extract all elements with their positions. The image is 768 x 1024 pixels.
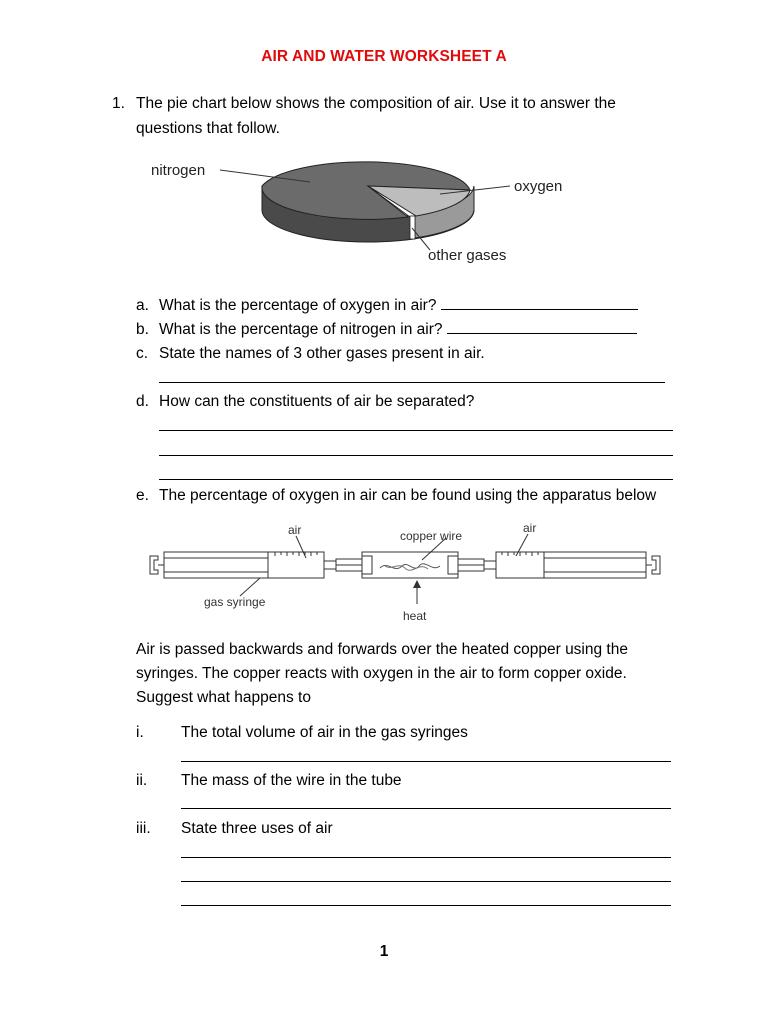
question-c-text: State the names of 3 other gases present in air. bbox=[159, 345, 485, 362]
paragraph-line2: syringes. The copper reacts with oxygen in the air to form copper oxide. bbox=[136, 665, 627, 682]
question-c-letter: c. bbox=[136, 345, 149, 362]
copper-wire bbox=[380, 564, 440, 569]
copper-tube bbox=[362, 552, 458, 578]
pie-side-other-gases bbox=[410, 216, 415, 239]
answer-blank-a[interactable] bbox=[441, 294, 638, 310]
question-text-line2: questions that follow. bbox=[136, 120, 280, 137]
answer-line-ii[interactable] bbox=[181, 808, 671, 809]
answer-line-c[interactable] bbox=[159, 382, 665, 383]
label-air-right: air bbox=[523, 521, 537, 535]
question-number: 1. bbox=[112, 95, 125, 112]
question-a bbox=[159, 294, 638, 318]
question-d-text: How can the constituents of air be separated? bbox=[159, 393, 475, 410]
label-copper-wire: copper wire bbox=[400, 529, 463, 543]
answer-blank-b[interactable] bbox=[447, 318, 637, 334]
subquestion-iii-numeral: iii. bbox=[136, 820, 151, 837]
question-e-letter: e. bbox=[136, 487, 149, 504]
worksheet-title: AIR AND WATER WORKSHEET A bbox=[261, 48, 507, 65]
answer-line-i[interactable] bbox=[181, 761, 671, 762]
label-air-left: air bbox=[288, 523, 302, 537]
answer-line-d-3[interactable] bbox=[159, 479, 673, 480]
answer-line-d-1[interactable] bbox=[159, 430, 673, 431]
question-text-line1: The pie chart below shows the composition of air. Use it to answer the bbox=[136, 95, 616, 112]
subquestion-ii-numeral: ii. bbox=[136, 772, 148, 789]
question-b-text: What is the percentage of nitrogen in air? bbox=[159, 321, 443, 338]
air-composition-pie-diagram bbox=[140, 150, 600, 275]
subquestion-i-text: The total volume of air in the gas syringes bbox=[181, 724, 468, 741]
question-a-letter: a. bbox=[136, 297, 149, 314]
left-syringe-barrel bbox=[164, 552, 324, 578]
label-gas-syringe: gas syringe bbox=[204, 595, 266, 609]
label-nitrogen: nitrogen bbox=[151, 162, 206, 179]
answer-line-iii-1[interactable] bbox=[181, 857, 671, 858]
answer-line-iii-2[interactable] bbox=[181, 881, 671, 882]
subquestion-iii-text: State three uses of air bbox=[181, 820, 333, 837]
apparatus-diagram bbox=[140, 518, 670, 628]
paragraph-line1: Air is passed backwards and forwards over the heated copper using the bbox=[136, 641, 628, 658]
label-heat: heat bbox=[403, 609, 427, 623]
left-plunger-end bbox=[150, 556, 158, 574]
right-plunger-end bbox=[652, 556, 660, 574]
label-other-gases: other gases bbox=[428, 247, 507, 264]
question-a-text: What is the percentage of oxygen in air? bbox=[159, 297, 437, 314]
right-syringe-barrel bbox=[496, 552, 646, 578]
answer-line-iii-3[interactable] bbox=[181, 905, 671, 906]
answer-line-d-2[interactable] bbox=[159, 455, 673, 456]
question-e-text: The percentage of oxygen in air can be found using the apparatus below bbox=[159, 487, 657, 504]
subquestion-ii-text: The mass of the wire in the tube bbox=[181, 772, 402, 789]
paragraph-line3: Suggest what happens to bbox=[136, 689, 311, 706]
question-b-letter: b. bbox=[136, 321, 149, 338]
page-number: 1 bbox=[379, 943, 389, 960]
question-d-letter: d. bbox=[136, 393, 149, 410]
label-oxygen: oxygen bbox=[514, 178, 563, 195]
subquestion-i-numeral: i. bbox=[136, 724, 144, 741]
question-b bbox=[159, 318, 637, 342]
